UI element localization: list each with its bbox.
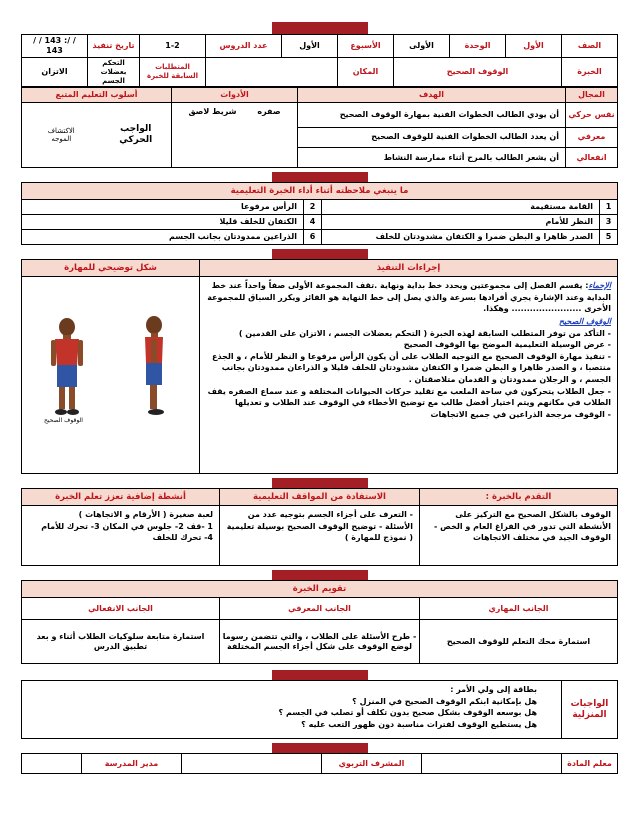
section-tab	[272, 22, 368, 34]
figure-title: شكل توضيحي للمهارة	[22, 260, 200, 277]
observe-item: القامة مستقيمة	[322, 200, 600, 215]
homework-label: الواجبات المنزلية	[562, 681, 618, 739]
activities-line: لعبة صغيرة ( الأرقام و الاتجاهات )	[78, 510, 213, 520]
class-value: الأول	[506, 35, 562, 58]
date-value: / / 143 :/ / 143	[22, 35, 88, 58]
domain-cognitive: معرفي	[566, 127, 618, 147]
lessons-value: 1-2	[140, 35, 206, 58]
evaluation-skill-label: الجانب المهاري	[420, 598, 618, 620]
section-tab	[272, 172, 368, 182]
domain-psychomotor: نفس حركي	[566, 103, 618, 127]
observation-table	[21, 182, 618, 245]
method-guided-discovery: الاكتشاف الموجه	[47, 126, 75, 144]
homework-line: بطاقة إلى ولي الأمر :	[450, 685, 537, 695]
method-label: أسلوب التعليم المتبع	[22, 88, 172, 103]
observe-item: النظر للأمام	[322, 215, 600, 230]
homework-line: هل يستطيع الوقوف لفترات مناسبة دون ظهور التعب عليه ؟	[301, 720, 537, 730]
supervisor-label: المشرف التربوي	[322, 754, 422, 774]
skill-label: الوقوف الصحيح	[558, 317, 611, 327]
domain-affective: انفعالي	[566, 147, 618, 167]
observe-item: الكتفان للخلف قليلا	[21, 215, 303, 230]
observe-num: 6	[304, 230, 322, 245]
situations-text: - التعرف على أجزاء الجسم بتوجيه عدد من الأسئلة - توضيح الوقوف الصحيح بوسيلة تعليمية ( نموذج للمهارة )	[220, 506, 420, 566]
teacher-signature	[422, 754, 562, 774]
evaluation-skill-text: استمارة محك التعلم للوقوف الصحيح	[420, 620, 618, 664]
goal-cognitive: أن يعدد الطالب الخطوات الفنية للوقوف الصحيح	[298, 127, 566, 147]
step-item: - عرض الوسيلة التعليمية الموضح بها الوقوف الصحيح	[403, 340, 611, 350]
experience-label: الخبرة	[562, 58, 618, 87]
step-item: - تنفيذ مهارة الوقوف الصحيح مع التوجيه الطلاب على أن يكون الرأس مرفوعا و النظر للأمام ، و الجذع منتصبا ، و الصدر ظاهرا و البطن ضمرا و الكتفان مشدودتان للخلف قليلا و الذراعان ممدودتان بجانب الجسم ، و الرجلان ممدودتان و القدمان متلاصقتان .	[212, 351, 611, 384]
homework-line: هل بإمكانية ابنكم الوقوف الصحيح في المنزل ؟	[352, 696, 537, 706]
homework-content	[22, 681, 562, 739]
tools-cell	[172, 103, 298, 168]
skill-figure	[22, 277, 199, 427]
class-label: الصف	[562, 35, 618, 58]
teacher-label: معلم المادة	[562, 754, 618, 774]
lessons-label: عدد الدروس	[206, 35, 282, 58]
supervisor-signature	[182, 754, 322, 774]
evaluation-affective-text: استمارة متابعة سلوكيات الطلاب أثناء و بعد تطبيق الدرس	[21, 620, 219, 664]
observe-num: 3	[600, 215, 618, 230]
observation-title: ما ينبغي ملاحظته أثناء أداء الخبرة التعليمية	[21, 183, 617, 200]
step-item: - الوقوف مرجحة الذراعين في جميع الاتجاهات	[430, 409, 611, 419]
tools-label: الأدوات	[172, 88, 298, 103]
progress-title: التقدم بالخبرة :	[420, 489, 618, 506]
figure-cell	[22, 277, 200, 474]
warmup-paragraph	[206, 280, 611, 315]
unit-value: الأولى	[394, 35, 450, 58]
evaluation-cognitive-label: الجانب المعرفي	[220, 598, 420, 620]
signatures-table	[21, 753, 618, 774]
section-tab	[272, 743, 368, 753]
domain-label: المجال	[566, 88, 618, 103]
step-item: - التأكد من توفر المتطلب السابقة لهذه الخبرة ( التحكم بعضلات الجسم ، الاتزان على القدمين )	[238, 328, 611, 338]
progress-text: الوقوف بالشكل الصحيح مع التركيز على الأنشطة التي تدور في الفراغ العام و الخص - الوقوف الجيد في مختلف الاتجاهات	[420, 506, 618, 566]
goal-label: الهدف	[298, 88, 566, 103]
experience-value: الوقوف الصحيح	[394, 58, 562, 87]
procedures-table	[21, 259, 618, 474]
principal-label: مدير المدرسة	[82, 754, 182, 774]
activities-line: 1 -قف 2- جلوس في المكان 3- تحرك للأمام	[41, 521, 213, 531]
unit-label: الوحدة	[450, 35, 506, 58]
evaluation-table	[21, 580, 618, 664]
prereq-value: التحكم بعضلات الجسم	[88, 58, 140, 87]
goal-affective: أن يشعر الطالب بالمرح أثناء ممارسة النشاط	[298, 147, 566, 167]
observe-num: 4	[304, 215, 322, 230]
date-label: تاريخ تنفيذ	[88, 35, 140, 58]
place-label: المكان	[338, 58, 394, 87]
warmup-label: الإحماء	[588, 281, 611, 291]
homework-line: هل بوسعه الوقوف بشكل صحيح بدون تكلف أو تصلب في الجسم ؟	[278, 708, 537, 718]
evaluation-cognitive-text: - طرح الأسئلة على الطلاب ، والتي تتضمن رسوما لوضع الوقوف على شكل أجزاء الجسم المختلفة	[220, 620, 420, 664]
observe-num: 2	[304, 200, 322, 215]
figure-caption: الوقوف الصحيح	[44, 417, 83, 425]
observe-item: الذراعين ممدودتان بجانب الجسم	[21, 230, 303, 245]
section-tab	[272, 670, 368, 680]
tool-tape: شريط لاصق	[188, 107, 237, 117]
method-cell	[22, 103, 172, 168]
procedures-content	[200, 277, 618, 474]
section-tab	[272, 570, 368, 580]
evaluation-affective-label: الجانب الانفعالي	[21, 598, 219, 620]
tool-whistle: صفره	[257, 107, 281, 117]
prereq-label: المتطلبات السابقة للخبرة	[140, 58, 206, 87]
header-table	[21, 34, 618, 87]
observe-num: 5	[600, 230, 618, 245]
place-value	[206, 58, 338, 87]
activities-cell	[22, 506, 220, 566]
situations-title: الاستفادة من المواقف التعليمية	[220, 489, 420, 506]
observe-item: الرأس مرفوعا	[21, 200, 303, 215]
warmup-text: : يقسم الفصل إلى مجموعتين ويحدد خط بداية ونهاية .تقف المجموعة الأولى صفاً واحداً عند خط البداية وعند الإشارة يجري أفرادها بسرعة والذي يصل إلى خط النهاية هو الفائز ويكرر السباق للمجموعة الأخرى ....................... وهكذا.	[207, 281, 611, 314]
step-item: - جعل الطلاب يتحركون في ساحة الملعب مع تقليد حركات الحيوانات المختلفة و عند سماع الصفره يقف الطلاب في مكانهم ويتم اختيار أفضل طالب مع توضيح الأخطاء في الوقوف عند الطلاب و تعديلها	[207, 386, 611, 408]
student-front-figure	[50, 317, 84, 417]
objectives-table	[21, 87, 618, 168]
observe-num: 1	[600, 200, 618, 215]
procedures-title: إجراءات التنفيذ	[200, 260, 618, 277]
lesson-plan-page	[22, 22, 618, 774]
extra-table	[21, 488, 618, 566]
homework-table	[21, 680, 618, 739]
activities-title: أنشطة إضافية تعزز تعلم الخبرة	[22, 489, 220, 506]
student-side-figure	[140, 315, 168, 417]
section-tab	[272, 249, 368, 259]
goal-psychomotor: أن يودي الطالب الخطوات الفنية بمهارة الوقوف الصحيح	[298, 103, 566, 127]
evaluation-title: تقويم الخبرة	[21, 581, 617, 598]
section-tab	[272, 478, 368, 488]
prereq-value-2: الاتزان	[22, 58, 88, 87]
activities-line: 4- تحرك للخلف	[152, 533, 213, 543]
week-label: الأسبوع	[338, 35, 394, 58]
method-motor-task: الواجب الحركي	[119, 124, 153, 146]
week-value: الأول	[282, 35, 338, 58]
observe-item: الصدر ظاهرا و البطن ضمرا و الكتفان مشدودتان للخلف	[322, 230, 600, 245]
principal-signature	[22, 754, 82, 774]
